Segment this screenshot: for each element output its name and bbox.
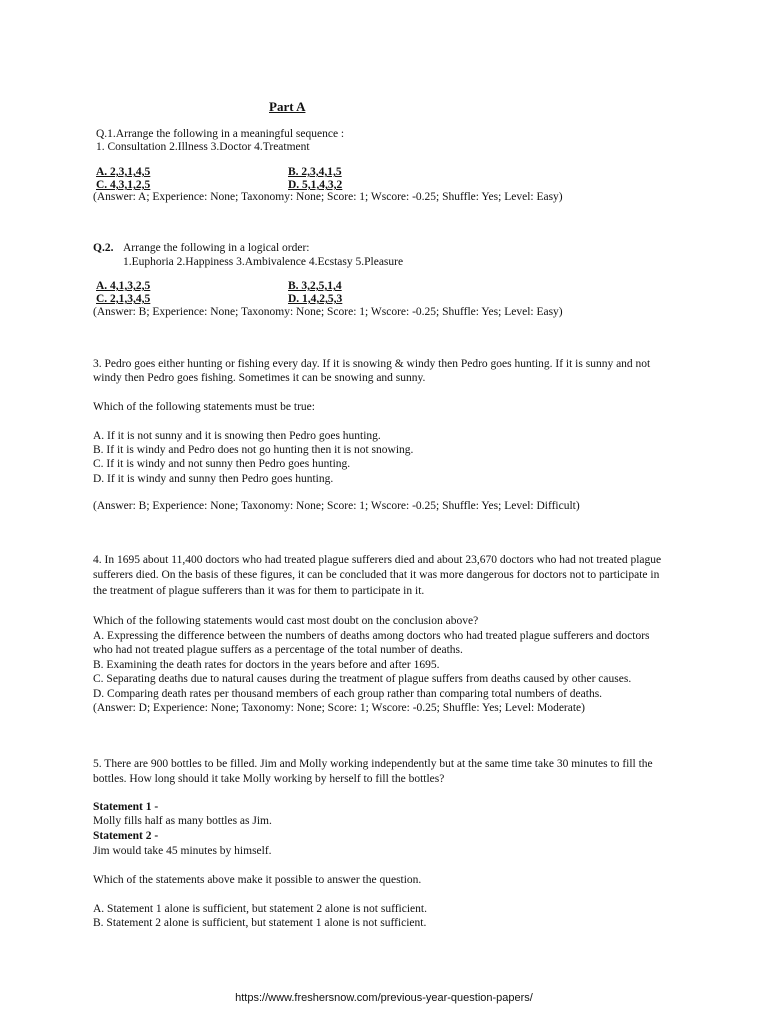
q5-statement2: Jim would take 45 minutes by himself. <box>93 845 272 857</box>
q5-statement1-label: Statement 1 - <box>93 801 159 813</box>
q4-answer: (Answer: D; Experience: None; Taxonomy: None; Score: 1; Wscore: -0.25; Shuffle: Yes; Level: Moderate) <box>93 702 585 714</box>
q1-question: Q.1.Arrange the following in a meaningful sequence : <box>96 128 345 140</box>
q1-option-a: A. 2,3,1,4,5 <box>96 166 151 178</box>
q4-line-3: the treatment of plague sufferers than it was for them to participate in it. <box>93 585 425 597</box>
q5-line-1: 5. There are 900 bottles to be filled. Jim and Molly working independently but at the same time take 30 minutes to fill the <box>93 758 653 770</box>
q2-option-b: B. 3,2,5,1,4 <box>288 280 342 292</box>
q1-answer: (Answer: A; Experience: None; Taxonomy: None; Score: 1; Wscore: -0.25; Shuffle: Yes; Level: Easy) <box>93 191 563 203</box>
q3-option-d: D. If it is windy and sunny then Pedro goes hunting. <box>93 473 334 485</box>
q4-prompt: Which of the following statements would cast most doubt on the conclusion above? <box>93 615 479 627</box>
q4-line-1: 4. In 1695 about 11,400 doctors who had treated plague sufferers died and about 23,670 doctors who had not treated plague <box>93 554 662 566</box>
q5-option-a: A. Statement 1 alone is sufficient, but statement 2 alone is not sufficient. <box>93 903 427 915</box>
q1-option-c: C. 4,3,1,2,5 <box>96 179 151 191</box>
q3-option-c: C. If it is windy and not sunny then Pedro goes hunting. <box>93 458 351 470</box>
q2-option-d: D. 1,4,2,5,3 <box>288 293 343 305</box>
page-title: Part A <box>269 99 306 114</box>
q5-option-b: B. Statement 2 alone is sufficient, but statement 1 alone is not sufficient. <box>93 917 427 929</box>
q5-line-2: bottles. How long should it take Molly working by herself to fill the bottles? <box>93 773 445 785</box>
q5-statement2-label: Statement 2 - <box>93 830 159 842</box>
q1-items: 1. Consultation 2.Illness 3.Doctor 4.Treatment <box>96 141 310 153</box>
q3-answer: (Answer: B; Experience: None; Taxonomy: None; Score: 1; Wscore: -0.25; Shuffle: Yes; Level: Difficult) <box>93 500 580 512</box>
q1-option-d: D. 5,1,4,3,2 <box>288 179 343 191</box>
q4-option-b: B. Examining the death rates for doctors in the years before and after 1695. <box>93 659 440 671</box>
q5-statement1: Molly fills half as many bottles as Jim. <box>93 815 272 827</box>
q5-prompt: Which of the statements above make it possible to answer the question. <box>93 874 422 886</box>
q2-question: Arrange the following in a logical order: <box>123 242 310 254</box>
q4-option-a-cont: who had not treated plague suffers as a percentage of the total number of deaths. <box>93 644 463 656</box>
q1-option-b: B. 2,3,4,1,5 <box>288 166 342 178</box>
q2-option-c: C. 2,1,3,4,5 <box>96 293 151 305</box>
q3-prompt: Which of the following statements must be true: <box>93 401 315 413</box>
q4-option-a: A. Expressing the difference between the numbers of deaths among doctors who had treated plague sufferers and doctors <box>93 630 650 642</box>
q3-option-a: A. If it is not sunny and it is snowing then Pedro goes hunting. <box>93 430 381 442</box>
q2-option-a: A. 4,1,3,2,5 <box>96 280 151 292</box>
q2-number: Q.2. <box>93 242 114 254</box>
q4-option-c: C. Separating deaths due to natural causes during the treatment of plague suffers from deaths caused by other causes. <box>93 673 632 685</box>
footer-url[interactable]: https://www.freshersnow.com/previous-year-question-papers/ <box>235 992 533 1004</box>
q3-line-2: windy then Pedro goes fishing. Sometimes it can be snowing and sunny. <box>93 372 426 384</box>
q3-option-b: B. If it is windy and Pedro does not go hunting then it is not snowing. <box>93 444 414 456</box>
q3-line-1: 3. Pedro goes either hunting or fishing every day. If it is snowing & windy then Pedro goes hunting. If it is sunny and not <box>93 358 651 370</box>
q4-option-d: D. Comparing death rates per thousand members of each group rather than comparing total numbers of deaths. <box>93 688 603 700</box>
q2-items: 1.Euphoria 2.Happiness 3.Ambivalence 4.Ecstasy 5.Pleasure <box>123 256 404 268</box>
q2-answer: (Answer: B; Experience: None; Taxonomy: None; Score: 1; Wscore: -0.25; Shuffle: Yes; Level: Easy) <box>93 306 563 318</box>
q4-line-2: sufferers died. On the basis of these figures, it can be concluded that it was more dangerous for doctors not to participate in <box>93 569 660 581</box>
